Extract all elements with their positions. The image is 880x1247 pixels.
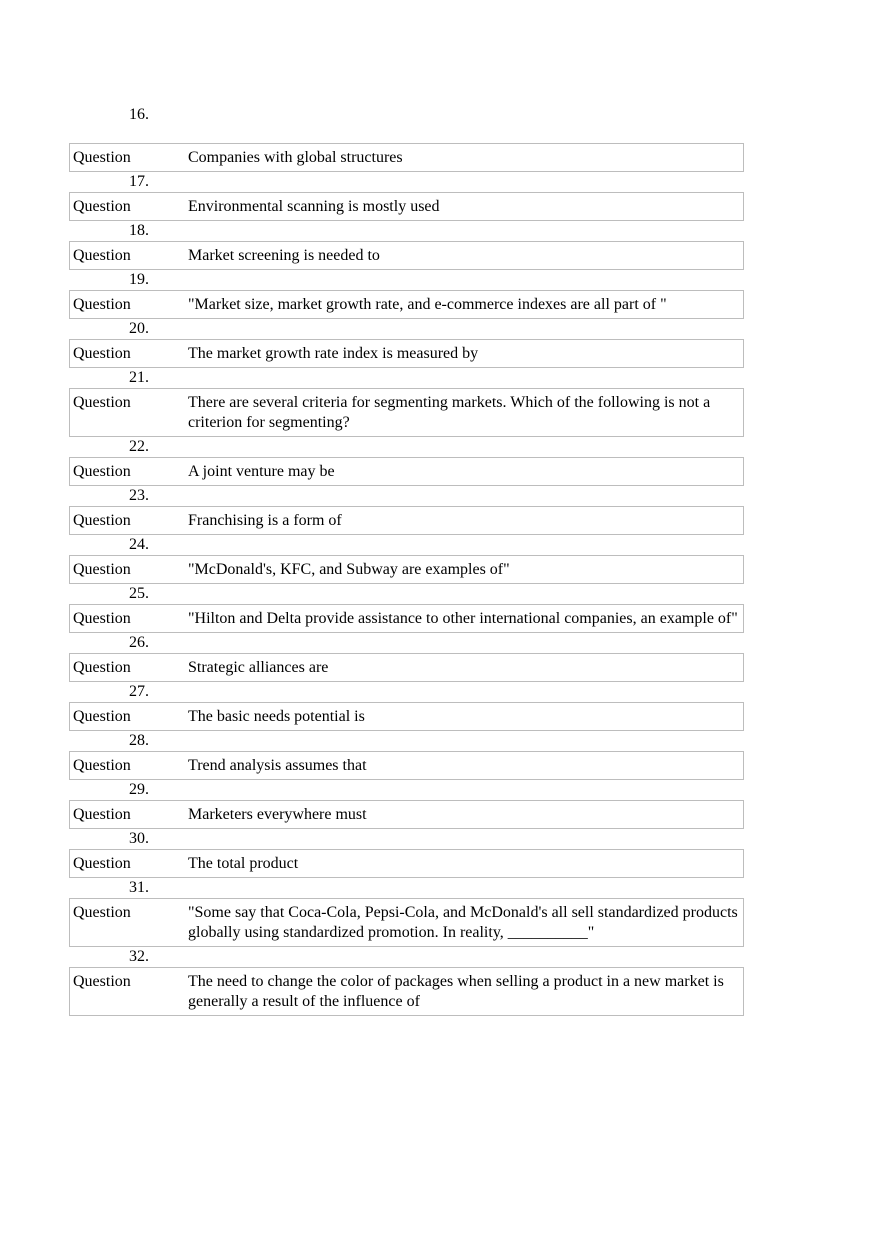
question-row <box>69 702 744 731</box>
question-number: 28. <box>129 732 149 749</box>
question-number: 24. <box>129 536 149 553</box>
question-item <box>69 437 744 486</box>
question-text: Marketers everywhere must <box>188 806 367 823</box>
question-label: Question <box>73 296 131 313</box>
question-row <box>69 967 744 1016</box>
question-number: 16. <box>129 106 149 123</box>
question-label: Question <box>73 757 131 774</box>
question-item <box>69 221 744 270</box>
question-label: Question <box>73 394 131 411</box>
question-label: Question <box>73 345 131 362</box>
question-label: Question <box>73 806 131 823</box>
question-label: Question <box>73 512 131 529</box>
question-item <box>69 172 744 221</box>
question-label: Question <box>73 198 131 215</box>
question-label: Question <box>73 561 131 578</box>
question-item <box>69 270 744 319</box>
question-number: 17. <box>129 173 149 190</box>
question-number: 25. <box>129 585 149 602</box>
question-row <box>69 604 744 633</box>
question-label: Question <box>73 463 131 480</box>
question-text: The total product <box>188 855 299 872</box>
question-number: 23. <box>129 487 149 504</box>
question-label: Question <box>73 973 131 990</box>
question-text: The need to change the color of packages when selling a product in a new market is generally a result of the influence of <box>188 973 724 1010</box>
question-text: The basic needs potential is <box>188 708 365 725</box>
question-item <box>69 633 744 682</box>
question-row <box>69 241 744 270</box>
question-text: There are several criteria for segmenting markets. Which of the following is not a criterion for segmenting? <box>188 394 711 431</box>
question-text: Franchising is a form of <box>188 512 342 529</box>
question-item <box>69 878 744 947</box>
question-text: Strategic alliances are <box>188 659 329 676</box>
question-label: Question <box>73 855 131 872</box>
question-label: Question <box>73 659 131 676</box>
question-label: Question <box>73 610 131 627</box>
question-number: 32. <box>129 948 149 965</box>
question-text: A joint venture may be <box>188 463 335 480</box>
question-text: Trend analysis assumes that <box>188 757 367 774</box>
question-number: 18. <box>129 222 149 239</box>
question-item <box>69 486 744 535</box>
question-number: 27. <box>129 683 149 700</box>
question-number: 29. <box>129 781 149 798</box>
question-number: 21. <box>129 369 149 386</box>
question-item <box>69 535 744 584</box>
question-row <box>69 849 744 878</box>
question-text: "McDonald's, KFC, and Subway are examples of" <box>188 561 510 578</box>
question-number: 26. <box>129 634 149 651</box>
question-item <box>69 829 744 878</box>
question-text: The market growth rate index is measured by <box>188 345 479 362</box>
question-item <box>69 368 744 437</box>
question-item <box>69 682 744 731</box>
question-row <box>69 457 744 486</box>
question-item <box>69 584 744 633</box>
question-label: Question <box>73 247 131 264</box>
question-label: Question <box>73 149 131 166</box>
question-item <box>69 319 744 368</box>
question-text: Companies with global structures <box>188 149 403 166</box>
question-row <box>69 143 744 172</box>
question-number: 31. <box>129 879 149 896</box>
question-label: Question <box>73 904 131 921</box>
question-row <box>69 192 744 221</box>
question-text: "Hilton and Delta provide assistance to other international companies, an example of" <box>188 610 738 627</box>
question-item <box>69 780 744 829</box>
question-number: 20. <box>129 320 149 337</box>
question-row <box>69 800 744 829</box>
question-label: Question <box>73 708 131 725</box>
question-text: "Some say that Coca-Cola, Pepsi-Cola, and McDonald's all sell standardized products globally using standardized promotion. In reality, __________" <box>188 904 738 941</box>
question-row <box>69 506 744 535</box>
question-text: "Market size, market growth rate, and e-commerce indexes are all part of " <box>188 296 667 313</box>
question-number: 22. <box>129 438 149 455</box>
question-row <box>69 653 744 682</box>
question-text: Environmental scanning is mostly used <box>188 198 440 215</box>
question-item <box>69 105 744 172</box>
question-list <box>69 105 744 1016</box>
question-number: 30. <box>129 830 149 847</box>
question-item <box>69 947 744 1016</box>
question-number: 19. <box>129 271 149 288</box>
question-row <box>69 388 744 437</box>
question-row <box>69 290 744 319</box>
question-item <box>69 731 744 780</box>
question-row <box>69 751 744 780</box>
question-text: Market screening is needed to <box>188 247 380 264</box>
question-row <box>69 898 744 947</box>
question-row <box>69 339 744 368</box>
question-row <box>69 555 744 584</box>
